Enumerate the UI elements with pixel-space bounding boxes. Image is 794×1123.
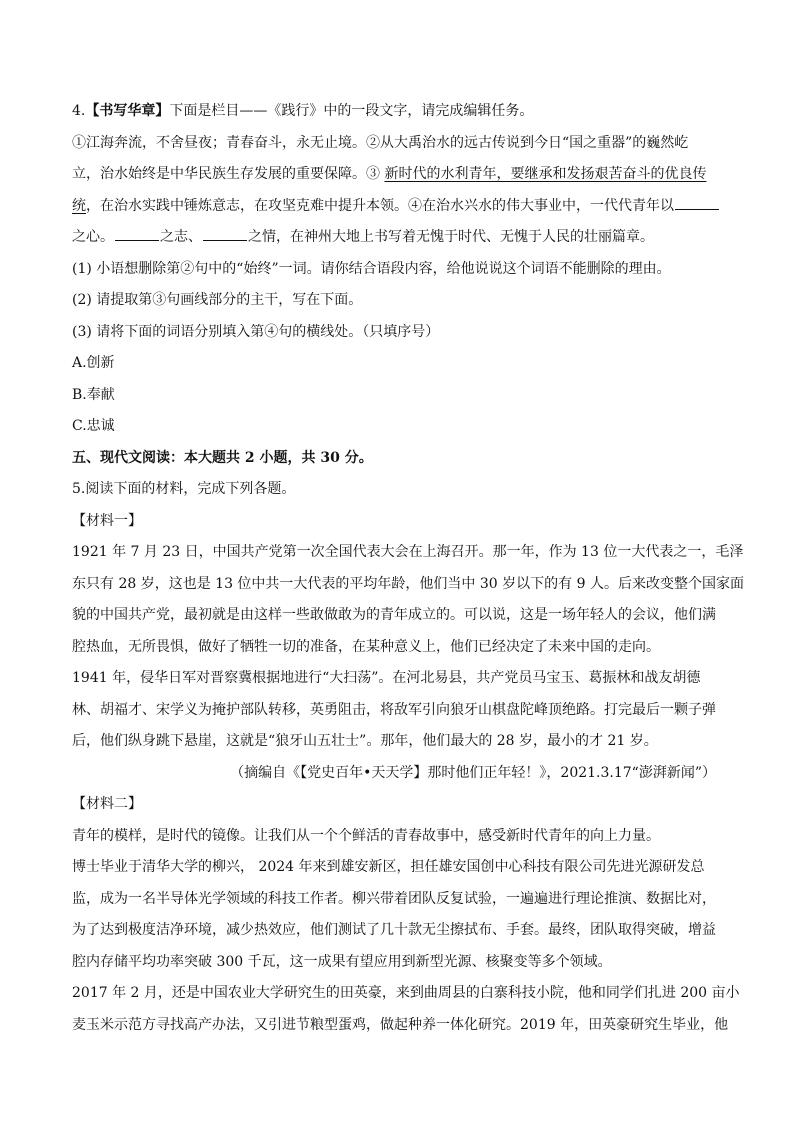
q4-number: 4. bbox=[72, 103, 86, 119]
sub-question-2: (2) 请提取第③句画线部分的主干，写在下面。 bbox=[72, 292, 363, 308]
material-2-line: 为了达到极度洁净环境，减少热效应，他们测试了几十款无尘擦拭布、手套。最终，团队取得突破，增益 bbox=[72, 922, 716, 938]
q4-passage-line-4-b: 之志、 bbox=[160, 229, 202, 245]
material-1-source: （摘编自《【党史百年•天天学】那时他们正年轻！》，2021.3.17“澎湃新闻”） bbox=[230, 764, 716, 781]
material-1-line: 后，他们纵身跳下悬崖，这就是“狼牙山五壮士”。那年，他们最大的 28 岁，最小的才 21 岁。 bbox=[72, 733, 658, 749]
underlined-sentence-part-1: 新时代的水利青年，要继承和发扬艰苦奋斗的优良传 bbox=[384, 166, 707, 182]
q5-intro: 5.阅读下面的材料，完成下列各题。 bbox=[72, 481, 296, 497]
material-2-line: 博士毕业于清华大学的柳兴， 2024 年来到雄安新区，担任雄安国创中心科技有限公司先进光源研发总 bbox=[72, 859, 705, 875]
material-2-title: 【材料二】 bbox=[72, 796, 142, 812]
q4-passage-line-2 bbox=[72, 159, 722, 191]
sub-question-3: (3) 请将下面的词语分别填入第④句的横线处。（只填序号） bbox=[72, 323, 440, 340]
material-1-title: 【材料一】 bbox=[72, 512, 142, 529]
material-2-line: 青年的模样，是时代的镜像。让我们从一个个鲜活的青春故事中，感受新时代青年的向上力量。 bbox=[72, 827, 660, 844]
blank-2[interactable] bbox=[115, 226, 159, 241]
q4-intro: 下面是栏目——《践行》中的一段文字，请完成编辑任务。 bbox=[169, 103, 534, 119]
material-1-line: 腔热血，无所畏惧，做好了牺牲一切的准备，在某种意义上，他们已经决定了未来中国的走向。 bbox=[72, 638, 660, 655]
option-b: B.奉献 bbox=[72, 386, 115, 403]
material-2-line: 腔内存储平均功率突破 300 千瓦，这一成果有望应用到新型光源、核聚变等多个领域。 bbox=[72, 953, 612, 970]
blank-3[interactable] bbox=[203, 226, 247, 241]
sub-question-1: (1) 小语想删除第②句中的“始终”一词。请你结合语段内容，给他说说这个词语不能删除的理由。 bbox=[72, 260, 671, 277]
material-1-line: 林、胡福才、宋学义为掩护部队转移，英勇阻击，将敌军引向狼牙山棋盘陀峰顶绝路。打完最后一颗子弹 bbox=[72, 701, 716, 718]
material-1-line: 1941 年，侵华日军对晋察冀根据地进行“大扫荡”。在河北易县，共产党员马宝玉、葛振林和战友胡德 bbox=[72, 670, 701, 686]
material-1-line: 东只有 28 岁，这也是 13 位中共一大代表的平均年龄，他们当中 30 岁以下的有 9 人。后来改变整个国家面 bbox=[72, 575, 744, 592]
q4-passage-line-4 bbox=[72, 222, 722, 254]
section-heading: 五、现代文阅读：本大题共 2 小题，共 30 分。 bbox=[72, 449, 373, 466]
option-c: C.忠诚 bbox=[72, 418, 115, 434]
material-1-line: 貌的中国共产党，最初就是由这样一些敢做敢为的青年成立的。可以说，这是一场年轻人的会议，他们满 bbox=[72, 607, 716, 623]
blank-1[interactable] bbox=[675, 195, 719, 210]
q4-passage-line-4-c: 之情，在神州大地上书写着无愧于时代、无愧于人民的壮丽篇章。 bbox=[248, 229, 654, 245]
q4-tag: 【书写华章】 bbox=[85, 103, 170, 119]
option-a: A.创新 bbox=[72, 355, 115, 371]
material-2-line: 2017 年 2 月，还是中国农业大学研究生的田英豪，来到曲周县的白寨科技小院，他和同学们扎进 200 亩小 bbox=[72, 985, 740, 1001]
q4-passage-line-3 bbox=[72, 191, 722, 223]
q4-passage-line-4-a: 之心。 bbox=[72, 229, 114, 245]
material-2-line: 监，成为一名半导体光学领域的科技工作者。柳兴带着团队反复试验，一遍遍进行理论推演、数据比对， bbox=[72, 890, 716, 907]
q4-passage-line-3-text: ，在治水实践中锤炼意志，在攻坚克难中提升本领。④在治水兴水的伟大事业中，一代代青年以 bbox=[86, 197, 674, 214]
exam-page bbox=[72, 96, 744, 1041]
underlined-sentence-part-2: 统 bbox=[72, 197, 86, 214]
material-1-line: 1921 年 7 月 23 日，中国共产党第一次全国代表大会在上海召开。那一年，作为 13 位一大代表之一，毛泽 bbox=[72, 544, 744, 560]
q4-header bbox=[72, 96, 722, 128]
q4-passage-line-1: ①江海奔流，不舍昼夜；青春奋斗，永无止境。②从大禹治水的远古传说到今日“国之重器”的巍然屹 bbox=[72, 134, 689, 151]
material-2-line: 麦玉米示范方寻找高产办法，又引进节粮型蛋鸡，做起种养一体化研究。2019 年，田英豪研究生毕业，他 bbox=[72, 1016, 729, 1033]
q4-passage-line-2-text: 立，治水始终是中华民族生存发展的重要保障。③ bbox=[72, 166, 385, 182]
